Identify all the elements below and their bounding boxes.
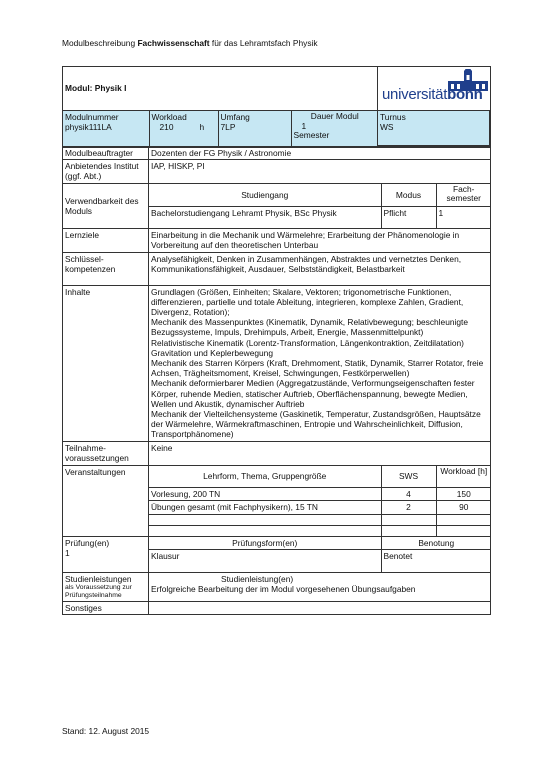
beauftragter-value: Dozenten der FG Physik / Astronomie <box>149 147 491 160</box>
studiengang-header: Studiengang <box>149 184 381 206</box>
fachsemester-header: Fach-semester <box>436 184 491 206</box>
module-details-table <box>62 146 491 615</box>
sonstiges-label: Sonstiges <box>63 601 149 614</box>
beauftragter-label: Modulbeauftragter <box>63 147 149 160</box>
schluessel-label: Schlüssel-kompetenzen <box>63 252 149 285</box>
studienleistung-value: Erfolgreiche Bearbeitung der im Modul vorgesehenen Übungsaufgaben <box>151 583 416 594</box>
benotung-header: Benotung <box>381 537 491 550</box>
turnus-cell: Turnus WS <box>377 110 490 146</box>
table-row: Vorlesung, 200 TN 4 150 <box>149 488 491 501</box>
sonstiges-value <box>149 601 491 614</box>
veranstaltungen-label: Veranstaltungen <box>63 465 149 536</box>
sws-header: SWS <box>381 466 436 488</box>
studienleistungen-label-cell: Studienleistungen als Voraussetzung zur Prüfungsteilnahme <box>63 572 149 601</box>
institut-value: IAP, HISKP, PI <box>149 160 491 184</box>
benotung-value: Benotet <box>381 550 491 572</box>
lehrform-header: Lehrform, Thema, Gruppengröße <box>149 466 381 488</box>
teilnahme-value: Keine <box>149 441 491 465</box>
lernziele-value: Einarbeitung in die Mechanik und Wärmelehre; Erarbeitung der Phänomenologie in Vorbereitung auf den theoretischen Unterbau <box>149 229 491 252</box>
veranstaltungen-cell <box>149 465 491 536</box>
table-row <box>149 525 491 536</box>
pruefung-cell <box>149 537 491 573</box>
module-meta-row <box>63 111 378 148</box>
module-title: Modul: Physik I <box>65 83 127 94</box>
lernziele-label: Lernziele <box>63 229 149 252</box>
studienleistung-header: Studienleistung(en) <box>221 573 294 584</box>
pruefungsform-value: Klausur <box>149 550 381 572</box>
page-header: Modulbeschreibung Fachwissenschaft für das Lehramtsfach Physik <box>62 38 318 48</box>
teilnahme-label: Teilnahme-voraussetzungen <box>63 441 149 465</box>
inhalte-label: Inhalte <box>63 285 149 441</box>
module-title-cell <box>63 67 378 111</box>
modus-header: Modus <box>381 184 436 206</box>
workload-cell: Workload 210 h <box>149 111 218 147</box>
studienleistungen-cell <box>149 572 491 601</box>
verwendbarkeit-label: Verwendbarkeit des Moduls <box>63 184 149 229</box>
institut-label: Anbietendes Institut (ggf. Abt.) <box>63 160 149 184</box>
pruefungsform-header: Prüfungsform(en) <box>149 537 381 550</box>
page-footer: Stand: 12. August 2015 <box>62 726 150 736</box>
studiengang-value: Bachelorstudiengang Lehramt Physik, BSc Physik <box>149 206 381 228</box>
header-bold: Fachwissenschaft <box>137 38 210 48</box>
schluessel-value: Analysefähigkeit, Denken in Zusammenhängen, Abstraktes und vernetztes Denken, Kommunikationsfähigkeit, Ausdauer, Selbstständigkeit, Belastbarkeit <box>149 252 491 285</box>
modulnummer-cell: Modulnummer physik111LA <box>63 111 149 147</box>
pruefung-label-cell: Prüfung(en) 1 <box>63 537 149 573</box>
modus-value: Pflicht <box>381 206 436 228</box>
inhalte-value: Grundlagen (Größen, Einheiten; Skalare, Vektoren; trigonometrische Funktionen, differenzieren, partielle und totale Ableitung, integrieren, komplexe Zahlen, Gradient, Divergenz, Rotation); Mechanik des Massenpunktes (Kinematik, Dynamik, Relativbewegung; beschleunigte Bezugssysteme, Impuls, Drehimpuls, Arbeit, Energie, Massenmittelpunkt) Relativistische Kinematik (Lorentz-Transformation, Längenkontraktion, Zeitdilatation) Gravitation und Keplerbewegung Mechanik des Starren Körpers (Kraft, Drehmoment, Statik, Dynamik, Starrer Rotator, freie Achsen, Trägheitsmoment, Kreisel, Schwingungen, Festkörperwellen) Mechanik deformierbarer Medien (Aggregatzustände, Verformungseigenschaften fester Körper, ruhende Medien, statischer Auftrieb, Oberflächenspannung, bewegte Medien, Wellen und Akustik, dynamischer Auftrieb Mechanik der Vielteilchensysteme (Gaskinetik, Temperatur, Zustandsgrößen, Hauptsätze der Wärmelehre, Wärmekraftmaschinen, Entropie und Wahrscheinlichkeit, Diffusion, Transportphänomene) <box>149 285 491 441</box>
university-logo: universitätbonn <box>378 67 490 107</box>
table-row <box>149 514 491 525</box>
verwendbarkeit-cell <box>149 184 491 229</box>
dauer-cell: Dauer Modul 1 Semester <box>291 111 378 147</box>
workload-header: Workload [h] <box>436 466 491 488</box>
fachsemester-value: 1 <box>436 206 491 228</box>
umfang-cell: Umfang 7LP <box>218 111 291 147</box>
table-row: Übungen gesamt (mit Fachphysikern), 15 TN 2 90 <box>149 501 491 514</box>
